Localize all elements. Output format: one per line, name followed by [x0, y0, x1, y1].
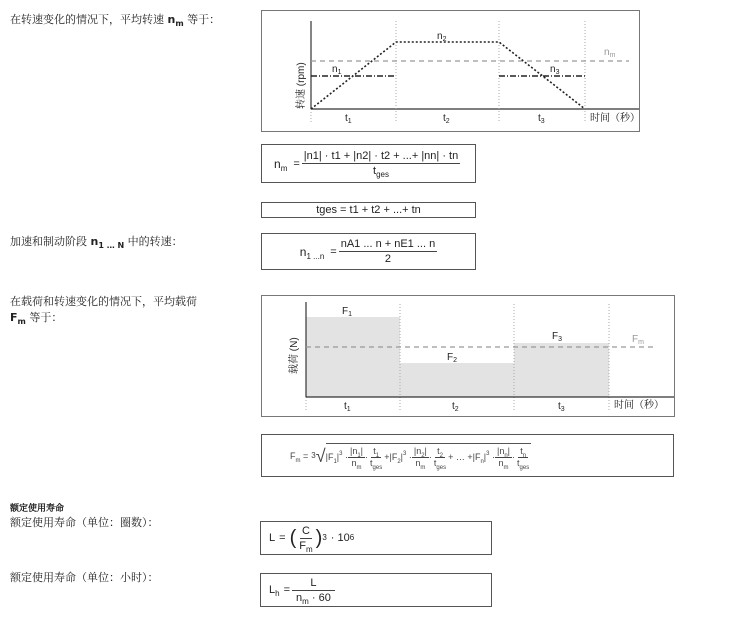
bar-f1 [306, 317, 400, 397]
svg-text:t1: $t_1$ [344, 401, 351, 413]
svg-text:t3: $t_3$ [538, 113, 545, 125]
Lh-formula-box: $L_h$ = $\frac{L}{n_m \cdot 60}$ [260, 573, 492, 607]
nm-formula-box: $n_m$ = $\frac{|n1| \cdot t1 + |n2| \cdot t2 + ...+ |nn| \cdot tn}{t_{ges}}$ [261, 144, 476, 183]
nm-symbol: $n_m$ [167, 13, 184, 28]
load-axis-label: 载荷 (N) [289, 337, 300, 374]
speed-chart [261, 10, 640, 132]
svg-text:F3: $F_3$ [552, 331, 563, 343]
avg-load-label: 在载荷和转速变化的情况下，平均载荷 $F_m$ 等于： [10, 295, 197, 326]
nm-fraction [302, 149, 460, 178]
bar-f2 [400, 363, 514, 397]
fm-symbol: $F_m$ [10, 311, 26, 326]
svg-text:n2: $n_2$ [437, 31, 447, 43]
speed-chart-svg [262, 11, 639, 131]
L-formula-box: L = ( $\frac{C}{F_m}$ ) 3 · 10 6 [260, 521, 492, 555]
rated-life-hours-label: 额定使用寿命（单位：小时）： [10, 571, 159, 584]
avg-speed-label-suffix: 等于： [183, 13, 221, 26]
avg-speed-label [10, 12, 220, 28]
svg-text:Fm: $F_m$ [632, 334, 644, 346]
svg-text:t2: $t_2$ [443, 113, 450, 125]
n1n-lhs: $n_{1 ...n}$ [299, 244, 325, 261]
n1n-formula-box: $n_{1 ...n}$ = $\frac{nA1 ... n + nE1 ... n}{2}$ [261, 233, 476, 270]
svg-text:n3: $n_3$ [550, 64, 560, 76]
load-chart-svg [262, 296, 674, 416]
nm-denominator: $t_{ges}$ [373, 165, 389, 179]
rated-life-revolutions-label: 额定使用寿命（单位：圈数）： [10, 516, 159, 529]
svg-text:F1: $F_1$ [342, 306, 353, 318]
svg-text:t2: $t_2$ [452, 401, 459, 413]
rated-life-heading: 额定使用寿命 [10, 504, 65, 514]
svg-text:nm: $n_m$ [604, 47, 616, 59]
L-fraction: $\frac{C}{F_m}$ [299, 524, 313, 554]
tges-formula-box [261, 202, 476, 218]
load-chart [261, 295, 675, 417]
svg-text:t3: $t_3$ [558, 401, 565, 413]
bar-f3 [514, 343, 609, 397]
nm-numerator: |n1| · t1 + |n2| · t2 + ...+ |nn| · tn [303, 150, 459, 162]
time-axis-label: 时间（秒） [590, 113, 639, 124]
time-axis-label-2: 时间（秒） [614, 400, 664, 411]
fm-formula: $F_m$ = 3 √ $|F_1|^3$ · $\frac{|n_1|}{n_m}$ · $\frac{t_1}{t_{ges}}$ + $|F_2|^3$ · $\frac{|n_2|}{n_m}$ · $\frac{t_2}{t_{ges}}$ + … + $|F_n|^3$ · $\frac{|n_n|}{n_m}$ · $\frac{t_n}{t_{ges}}$ [290, 443, 531, 469]
svg-text:n1: $n_1$ [332, 64, 342, 76]
n1n-fraction: $\frac{nA1 ... n + nE1 ... n}{2}$ [340, 238, 436, 265]
speed-axis-label: 转速 (rpm) [296, 62, 307, 109]
Lh-fraction: $\frac{L}{n_m \cdot 60}$ [294, 576, 333, 605]
svg-text:F2: $F_2$ [447, 352, 458, 364]
avg-speed-label-text: 在转速变化的情况下，平均转速 [10, 13, 168, 26]
nm-lhs: $n_m$ [274, 156, 288, 173]
tges-formula: tges = t1 + t2 + ...+ tn [316, 204, 421, 216]
fm-formula-box [261, 434, 674, 477]
phase-speed-label: 加速和制动阶段 $n_{1 \dots N}$ 中的转速： [10, 235, 183, 250]
n1N-symbol: $n_{1 \dots N}$ [90, 235, 125, 250]
svg-text:t1: $t_1$ [345, 113, 352, 125]
